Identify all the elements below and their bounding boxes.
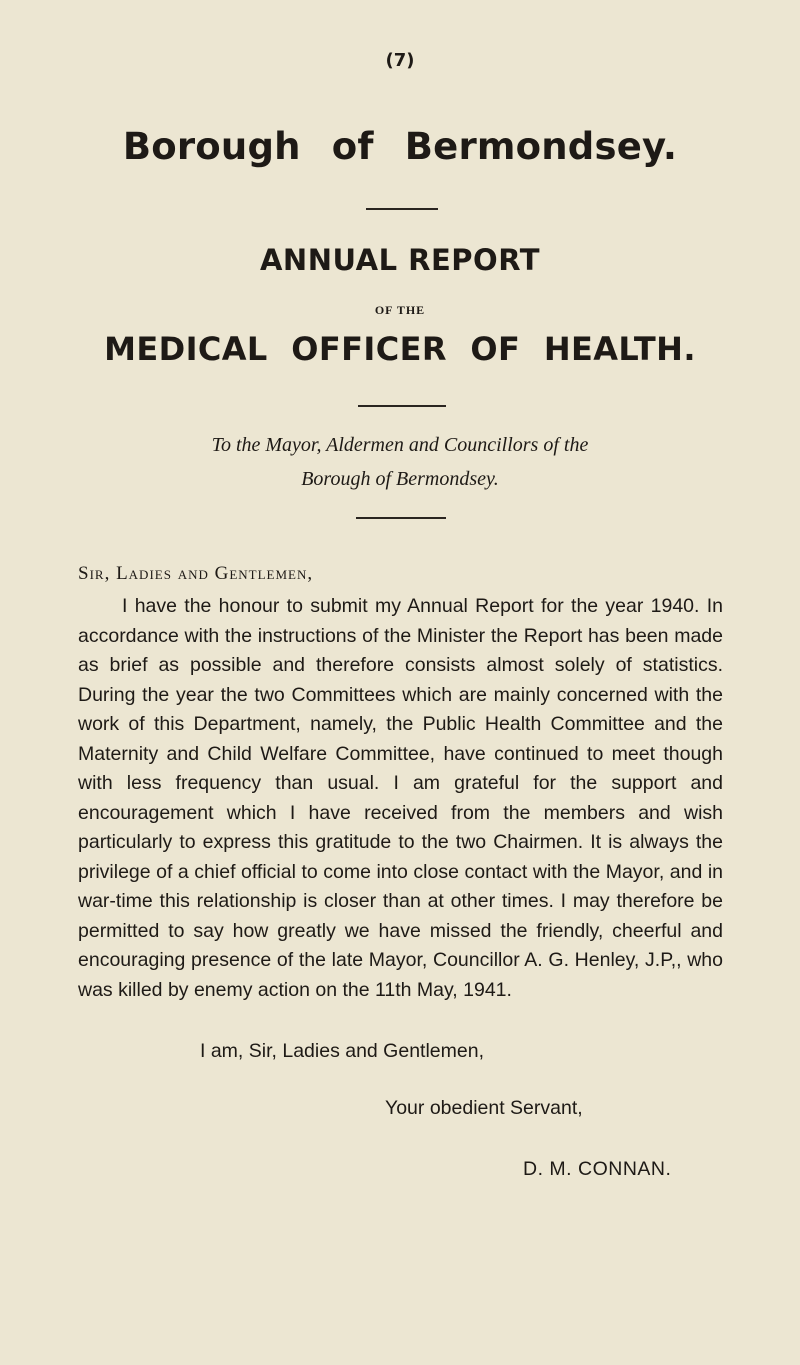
signature-name: D. M. CONNAN. [523,1158,672,1180]
page-number: (7) [385,50,415,71]
address-block [0,428,800,496]
report-subject-heading: MEDICAL OFFICER OF HEALTH. [104,330,696,368]
salutation: Sir, Ladies and Gentlemen, [78,563,314,584]
letter-body: I have the honour to submit my Annual Report for the year 1940. In accordance with the instructions of the Minister the Report has been made as brief as possible and therefore consists almost solely of statistics. During the year the two Committees which are mainly concerned with the work of this Department, namely, the Public Health Committee and the Maternity and Child Welfare Committee, have continued to meet though with less frequency than usual. I am grateful for the support and encouragement which I have received from the members and wish particularly to express this gratitude to the two Chairmen. It is always the privilege of a chief official to come into close contact with the Mayor, and in war-time this relationship is closer than at other times. I may therefore be permitted to say how greatly we have missed the friendly, cheerful and encouraging presence of the late Mayor, Councillor A. G. Henley, J.P,, who was killed by enemy action on the 11th May, 1941. [78,595,723,1001]
divider-rule [358,405,446,407]
letter-valediction: Your obedient Servant, [385,1097,583,1119]
report-of-the: OF THE [374,303,426,317]
divider-rule [366,208,438,210]
report-heading: ANNUAL REPORT [259,243,541,277]
address-line-2: Borough of Bermondsey. [301,468,499,490]
address-line-1: To the Mayor, Aldermen and Councillors of the [211,434,589,456]
letter-closing: I am, Sir, Ladies and Gentlemen, [200,1040,484,1062]
divider-rule [356,517,446,519]
document-title: Borough of Bermondsey. [122,125,678,168]
